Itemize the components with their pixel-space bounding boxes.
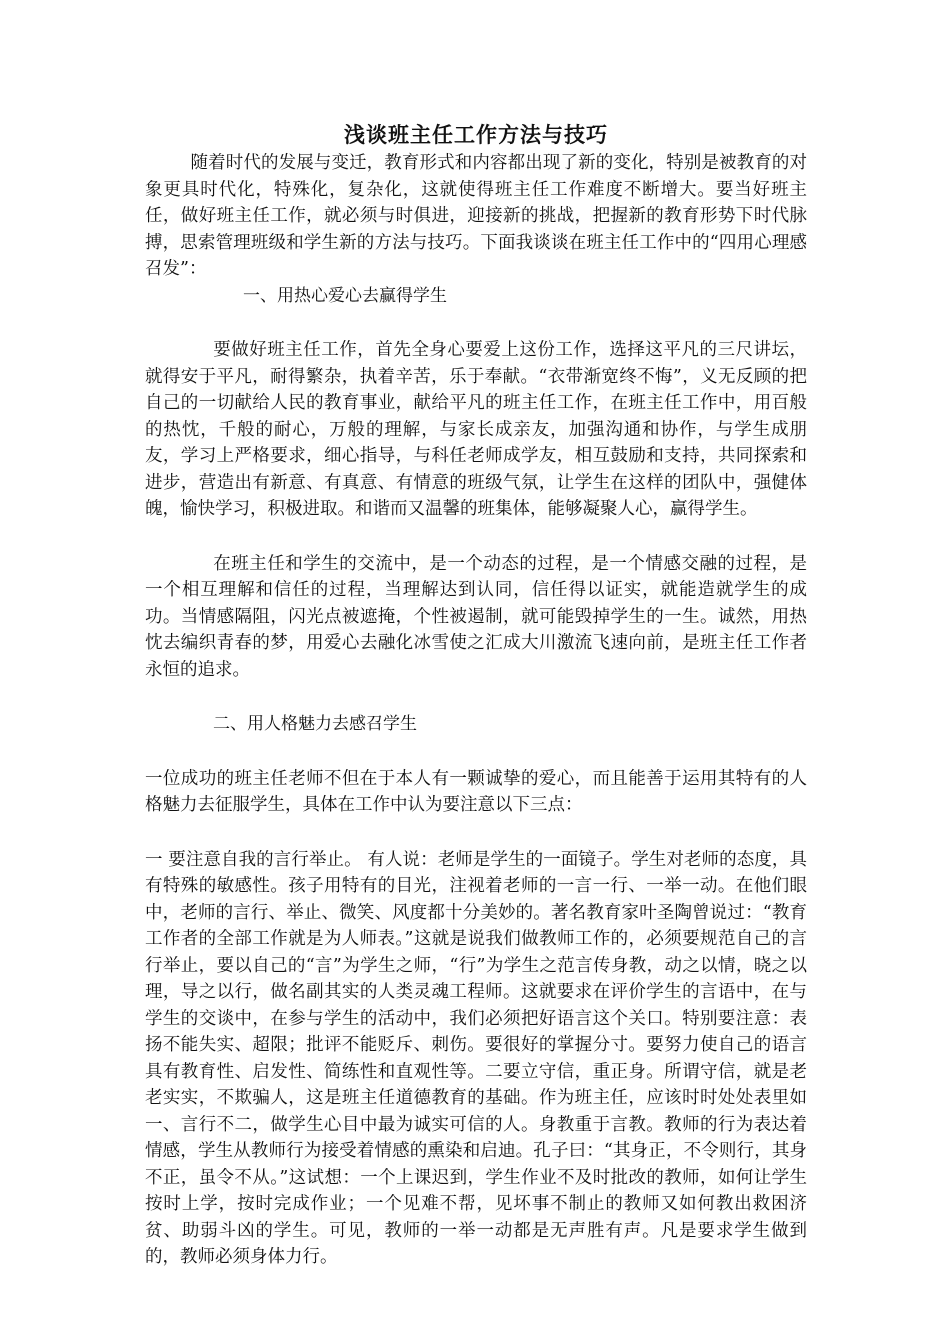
document-title: 浅谈班主任工作方法与技巧 — [344, 122, 608, 147]
intro-paragraph: 随着时代的发展与变迁，教育形式和内容都出现了新的变化，特别是被教育的对象更具时代化，特殊化，复杂化，这就使得班主任工作难度不断增大。要当好班主任，做好班主任工作，就必须与时俱进，迎接新的挑战，把握新的教育形势下时代脉搏，思索管理班级和学生新的方法与技巧。下面我谈谈在班主任工作中的“四用心理感召发”： — [145, 153, 807, 279]
section-heading-1: 一、用热心爱心去赢得学生 — [243, 285, 447, 306]
section1-paragraph-1: 要做好班主任工作，首先全身心要爱上这份工作，选择这平凡的三尺讲坛，就得安于平凡，耐得繁杂，执着辛苦，乐于奉献。“衣带渐宽终不悔”，义无反顾的把自己的一切献给人民的教育事业，献给平凡的班主任工作，在班主任工作中，用百般的热忱，千般的耐心，万般的理解，与家长成亲友，加强沟通和协作，与学生成朋友，学习上严格要求，细心指导，与科任老师成学友，相互鼓励和支持，共同探索和进步，营造出有新意、有真意、有情意的班级气氛，让学生在这样的团队中，强健体魄，愉快学习，积极进取。和谐而又温馨的班集体，能够凝聚人心，赢得学生。 — [145, 340, 807, 519]
section2-intro-paragraph: 一位成功的班主任老师不但在于本人有一颗诚挚的爱心，而且能善于运用其特有的人格魅力去征服学生，具体在工作中认为要注意以下三点： — [145, 768, 807, 815]
section2-point-paragraph: 一 要注意自我的言行举止。 有人说：老师是学生的一面镜子。学生对老师的态度，具有特殊的敏感性。孩子用特有的目光，注视着老师的一言一行、一举一动。在他们眼中，老师的言行、举止、微笑、风度都十分美妙的。著名教育家叶圣陶曾说过：“教育工作者的全部工作就是为人师表。”这就是说我们做教师工作的，必须要规范自己的言行举止，要以自己的“言”为学生之师，“行”为学生之范言传身教，动之以情，晓之以理，导之以行，做名副其实的人类灵魂工程师。这就要求在评价学生的言语中，在与学生的交谈中，在参与学生的活动中，我们必须把好语言这个关口。特别要注意：表扬不能失实、超限；批评不能贬斥、刺伤。要很好的掌握分寸。要努力使自己的语言具有教育性、启发性、简练性和直观性等。二要立守信，重正身。所谓守信，就是老老实实，不欺骗人，这是班主任道德教育的基础。作为班主任，应该时时处处表里如一、言行不二，做学生心目中最为诚实可信的人。身教重于言教。教师的行为表达着情感，学生从教师行为接受着情感的熏染和启迪。孔子曰：“其身正，不令则行，其身不正，虽令不从。”这试想：一个上课迟到，学生作业不及时批改的教师，如何让学生按时上学，按时完成作业；一个见难不帮，见坏事不制止的教师又如何教出救困济贫、助弱斗凶的学生。可见，教师的一举一动都是无声胜有声。凡是要求学生做到的，教师必须身体力行。 — [145, 849, 807, 1267]
section1-paragraph-2: 在班主任和学生的交流中，是一个动态的过程，是一个情感交融的过程，是一个相互理解和信任的过程，当理解达到认同，信任得以证实，就能造就学生的成功。当情感隔阻，闪光点被遮掩，个性被遏制，就可能毁掉学生的一生。诚然，用热忱去编织青春的梦，用爱心去融化冰雪使之汇成大川激流飞速向前，是班主任工作者永恒的追求。 — [145, 553, 807, 680]
document-page — [145, 120, 807, 1271]
section-heading-2: 二、用人格魅力去感召学生 — [213, 714, 417, 734]
